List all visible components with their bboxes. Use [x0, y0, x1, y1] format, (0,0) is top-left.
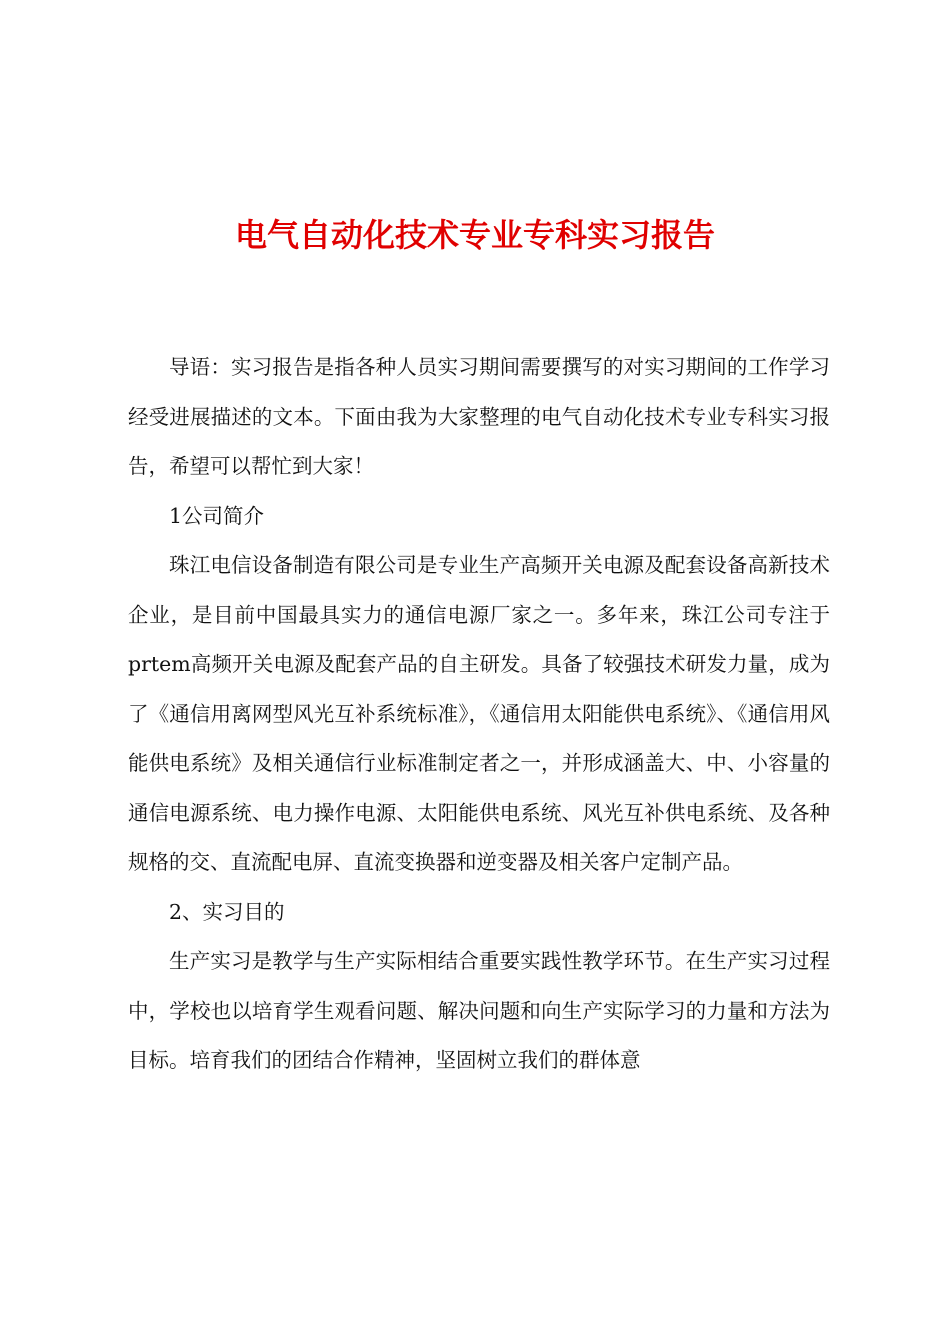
section-heading-company: 1公司简介	[169, 503, 265, 528]
intro-paragraph: 导语：实习报告是指各种人员实习期间需要撰写的对实习期间的工作学习经受进展描述的文本。下面由我为大家整理的电气自动化技术专业专科实习报告，希望可以帮忙到大家！	[128, 355, 830, 478]
document-body	[128, 343, 830, 1086]
section-heading-purpose: 2、实习目的	[169, 899, 285, 924]
document-title: 电气自动化技术专业专科实习报告	[234, 216, 715, 254]
purpose-paragraph: 生产实习是教学与生产实际相结合重要实践性教学环节。在生产实习过程中，学校也以培育学生观看问题、解决问题和向生产实际学习的力量和方法为目标。培育我们的团结合作精神，坚固树立我们的群体意	[128, 949, 830, 1072]
company-paragraph: 珠江电信设备制造有限公司是专业生产高频开关电源及配套设备高新技术企业，是目前中国最具实力的通信电源厂家之一。多年来，珠江公司专注于prtem高频开关电源及配套产品的自主研发。具备了较强技术研发力量，成为了《通信用离网型风光互补系统标准》，《通信用太阳能供电系统》、《通信用风能供电系统》及相关通信行业标准制定者之一，并形成涵盖大、中、小容量的通信电源系统、电力操作电源、太阳能供电系统、风光互补供电系统、及各种规格的交、直流配电屏、直流变换器和逆变器及相关客户定制产品。	[128, 553, 830, 874]
